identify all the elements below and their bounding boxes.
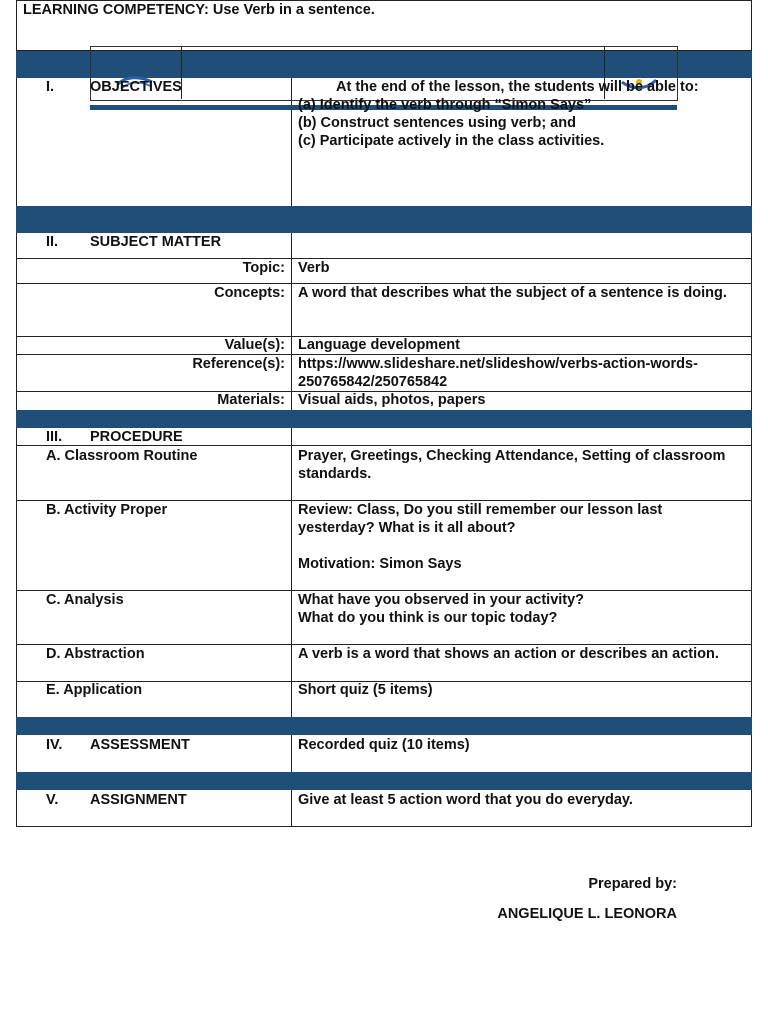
classroom-routine-label: A. Classroom Routine — [46, 448, 198, 464]
column-divider — [291, 428, 292, 717]
column-divider — [291, 735, 292, 772]
abstraction-value: A verb is a word that shows an action or describes an action. — [298, 646, 719, 662]
materials-value: Visual aids, photos, papers — [298, 392, 486, 408]
values-value: Language development — [298, 337, 460, 353]
activity-proper-value: Motivation: Simon Says — [298, 556, 462, 572]
classroom-routine-value: standards. — [298, 466, 372, 482]
section-band — [16, 717, 752, 735]
subject-matter-label: SUBJECT MATTER — [90, 234, 222, 250]
application-value: Short quiz (5 items) — [298, 682, 433, 698]
concepts-label: Concepts: — [214, 285, 285, 301]
analysis-value: What have you observed in your activity? — [298, 592, 585, 608]
analysis-value: What do you think is our topic today? — [298, 610, 558, 626]
objective-item: (c) Participate actively in the class activities. — [298, 133, 605, 149]
references-url-line1[interactable]: https://www.slideshare.net/slideshow/verbs-action-words- — [298, 356, 698, 372]
abstraction-label: D. Abstraction — [46, 646, 145, 662]
materials-label: Materials: — [217, 392, 285, 408]
topic-label: Topic: — [242, 260, 285, 276]
objectives-number: I. — [46, 79, 55, 95]
activity-proper-value: Review: Class, Do you still remember our lesson last — [298, 502, 663, 518]
objectives-label: OBJECTIVES — [90, 79, 182, 95]
concepts-value: A word that describes what the subject of a sentence is doing. — [298, 285, 727, 301]
objective-item: (b) Construct sentences using verb; and — [298, 115, 576, 131]
assignment-label: ASSIGNMENT — [90, 792, 187, 808]
objectives-intro: At the end of the lesson, the students will be able to: — [336, 79, 699, 95]
references-url-line2[interactable]: 250765842/250765842 — [298, 374, 448, 390]
activity-proper-label: B. Activity Proper — [46, 502, 168, 518]
objective-item: (a) Identify the verb through “Simon Says” — [298, 97, 592, 113]
subject-matter-number: II. — [46, 234, 59, 250]
assessment-value: Recorded quiz (10 items) — [298, 737, 470, 753]
assessment-label: ASSESSMENT — [90, 737, 190, 753]
column-divider — [291, 233, 292, 410]
learning-competency: LEARNING COMPETENCY: Use Verb in a sentence. — [23, 2, 375, 18]
procedure-number: III. — [46, 429, 63, 445]
assignment-value: Give at least 5 action word that you do everyday. — [298, 792, 633, 808]
topic-value: Verb — [298, 260, 330, 276]
activity-proper-value: yesterday? What is it all about? — [298, 520, 516, 536]
values-label: Value(s): — [224, 337, 285, 353]
section-band — [16, 206, 752, 233]
assignment-number: V. — [46, 792, 59, 808]
references-label: Reference(s): — [192, 356, 285, 372]
classroom-routine-value: Prayer, Greetings, Checking Attendance, Setting of classroom — [298, 448, 726, 464]
rule — [16, 826, 752, 827]
column-divider — [291, 790, 292, 827]
procedure-label: PROCEDURE — [90, 429, 183, 445]
preparer-name: ANGELIQUE L. LEONORA — [497, 906, 677, 922]
section-band — [16, 410, 752, 428]
application-label: E. Application — [46, 682, 143, 698]
section-band — [16, 772, 752, 790]
analysis-label: C. Analysis — [46, 592, 124, 608]
assessment-number: IV. — [46, 737, 63, 753]
prepared-by-label: Prepared by: — [588, 876, 677, 892]
